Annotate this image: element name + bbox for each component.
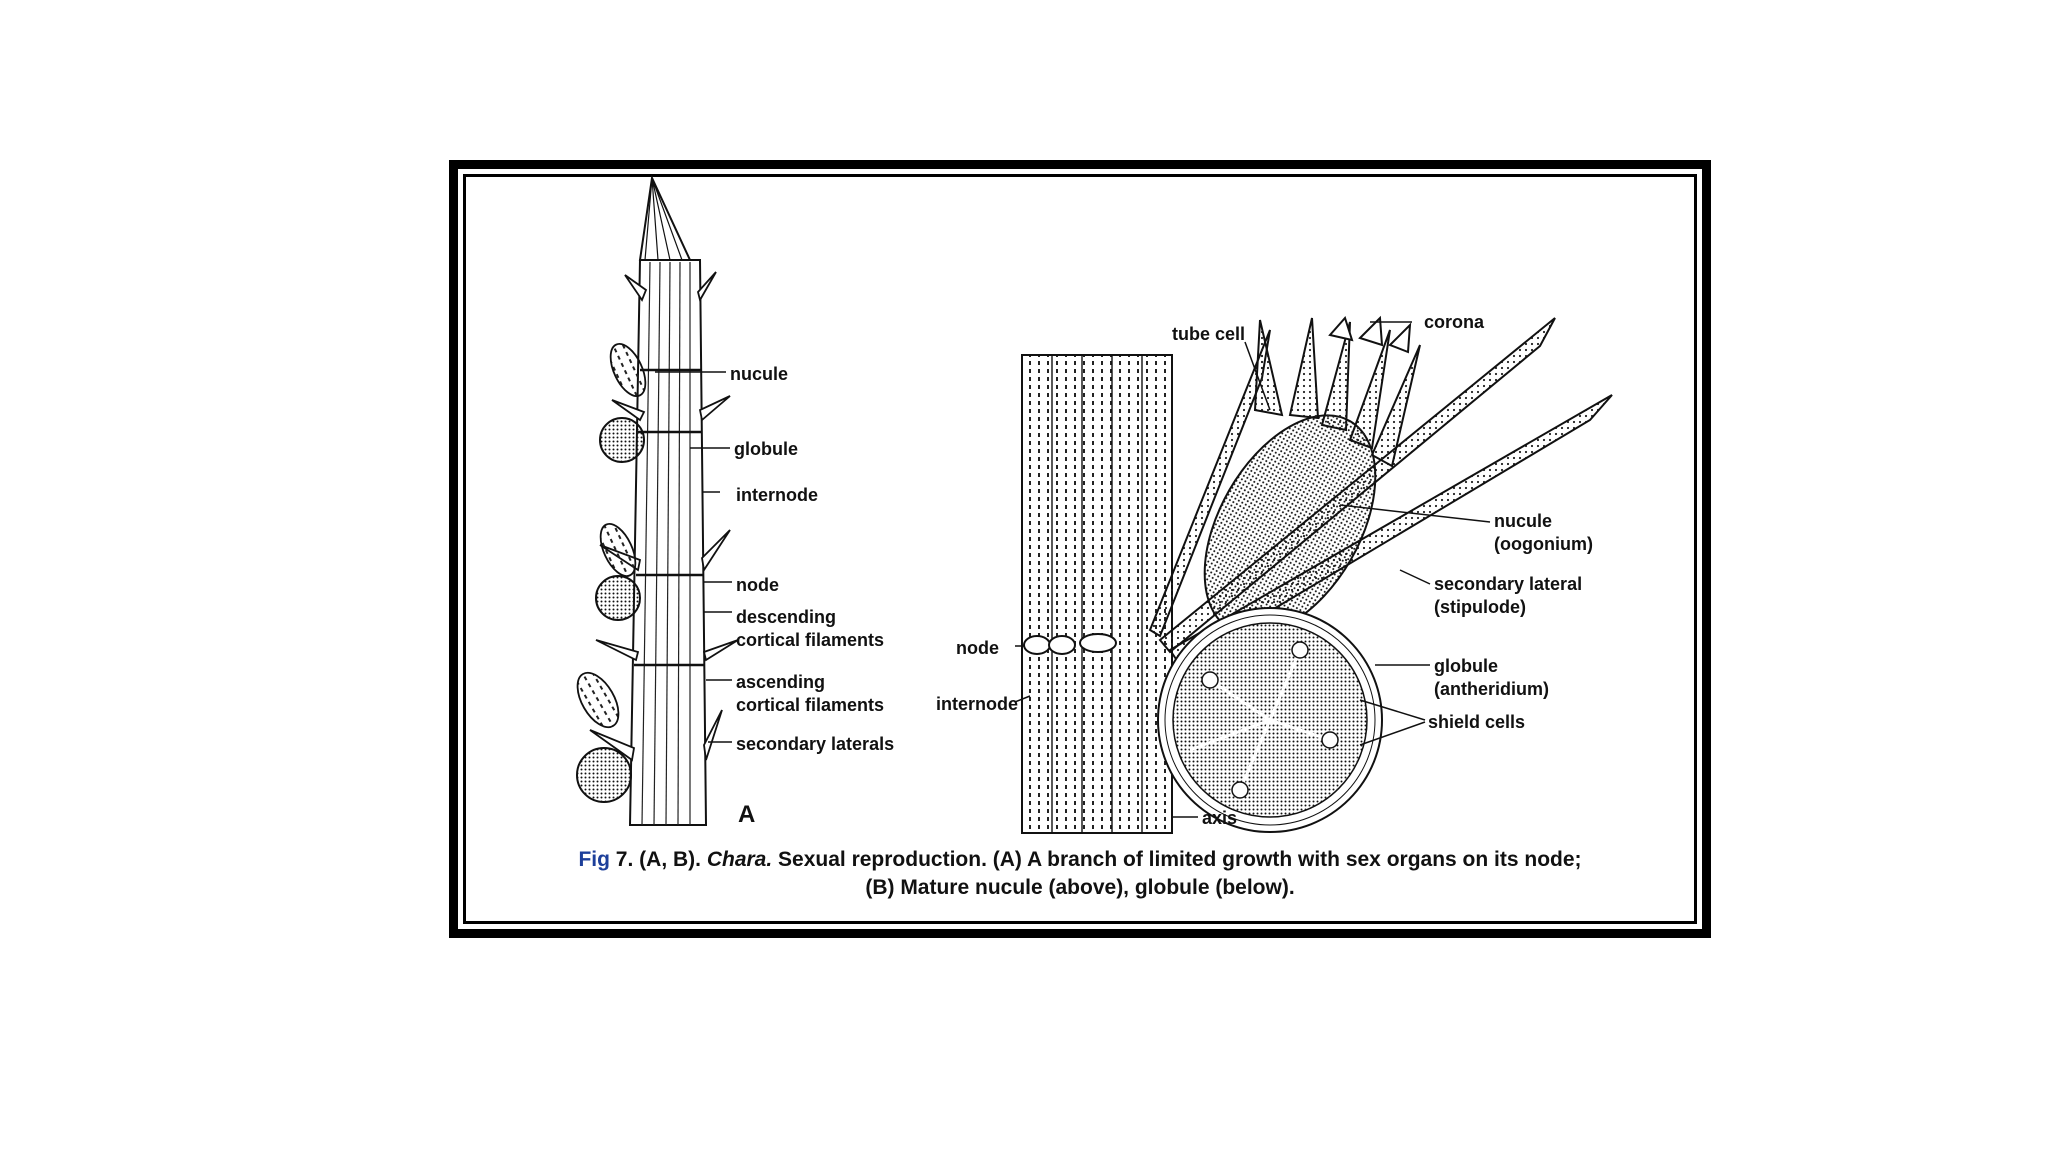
label-globule-a: globule — [734, 439, 798, 459]
label-secondary-laterals-a: secondary laterals — [736, 734, 895, 754]
figure-caption — [480, 846, 1680, 902]
label-shield-cells-b: shield cells — [1428, 712, 1526, 732]
panel-a-globule-2 — [596, 576, 640, 620]
label-oogonium-b: (oogonium) — [1494, 534, 1593, 554]
caption-fig-number: 7. — [615, 848, 634, 871]
caption-part-ab: (A, B). — [639, 848, 701, 871]
label-ascending-a: ascending — [736, 672, 826, 692]
label-node-a: node — [736, 575, 779, 595]
branch-apex — [640, 178, 690, 260]
label-nucule-a: nucule — [730, 364, 789, 384]
label-stipulode-b: (stipulode) — [1434, 597, 1526, 617]
caption-taxon: Chara. — [706, 848, 773, 871]
label-secondary-lateral-b: secondary lateral — [1434, 574, 1583, 594]
label-descending-a: descending — [736, 607, 837, 627]
caption-line1-rest: Sexual reproduction. (A) A branch of limited growth with sex organs on its node; — [778, 848, 1582, 871]
caption-line-2: (B) Mature nucule (above), globule (below). — [865, 876, 1295, 899]
label-internode-b: internode — [936, 694, 1019, 714]
caption-fig-mark: Fig — [578, 848, 610, 871]
label-tube-cell-b: tube cell — [1172, 324, 1246, 344]
label-axis-b: axis — [1202, 808, 1238, 828]
panel-a-branch — [569, 178, 894, 828]
panel-b-node-cells — [1024, 634, 1116, 654]
panel-a-nucule-3 — [569, 666, 627, 734]
caption-line-1 — [480, 846, 1680, 874]
label-descending-cortical-a: cortical filaments — [736, 630, 885, 650]
label-corona-b: corona — [1424, 312, 1485, 332]
panel-b-globule — [1158, 608, 1382, 832]
panel-a-letter: A — [738, 801, 756, 828]
label-internode-a: internode — [736, 485, 819, 505]
label-node-b: node — [956, 638, 999, 658]
label-ascending-cortical-a: cortical filaments — [736, 695, 885, 715]
panel-a-globule-1 — [600, 418, 644, 462]
label-antheridium-b: (antheridium) — [1434, 679, 1549, 699]
label-globule-b: globule — [1434, 656, 1498, 676]
panel-b-detail — [936, 312, 1612, 833]
panel-a-globule-3 — [577, 748, 631, 802]
panel-b-axis — [1022, 355, 1172, 833]
label-nucule-b: nucule — [1494, 511, 1553, 531]
